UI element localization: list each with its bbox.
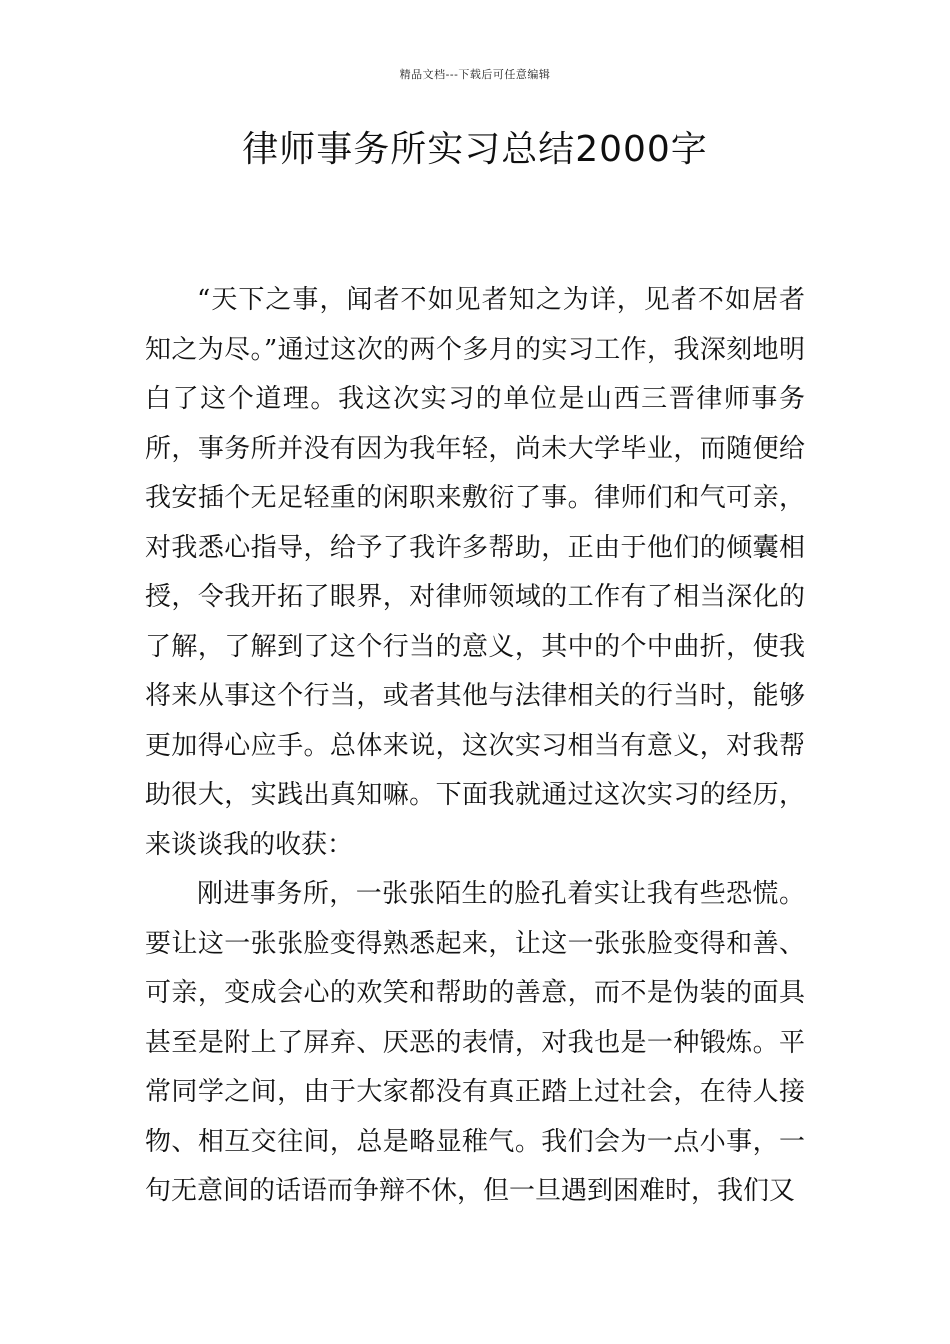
header-note: 精品文档---下载后可任意编辑: [399, 68, 551, 81]
paragraph: “天下之事，闻者不如见者知之为详，见者不如居者知之为尽。”通过这次的两个多月的实习工作，我深刻地明白了这个道理。我这次实习的单位是山西三晋律师事务所，事务所并没有因为我年轻，尚未大学毕业，而随便给我安插个无足轻重的闲职来敷衍了事。律师们和气可亲，对我悉心指导，给予了我许多帮助，正由于他们的倾囊相授，令我开拓了眼界，对律师领域的工作有了相当深化的了解，了解到了这个行当的意义，其中的个中曲折，使我将来从事这个行当，或者其他与法律相关的行当时，能够更加得心应手。总体来说，这次实习相当有意义，对我帮助很大，实践出真知嘛。下面我就通过这次实习的经历，来谈谈我的收获：: [145, 285, 805, 860]
document-body: [145, 276, 805, 1217]
document-title: 律师事务所实习总结2000字: [242, 129, 708, 170]
paragraph: 刚进事务所，一张张陌生的脸孔着实让我有些恐慌。要让这一张张脸变得熟悉起来，让这一张张脸变得和善、可亲，变成会心的欢笑和帮助的善意，而不是伪装的面具甚至是附上了屏弃、厌恶的表情，对我也是一种锻炼。平常同学之间，由于大家都没有真正踏上过社会，在待人接物、相互交往间，总是略显稚气。我们会为一点小事，一句无意间的话语而争辩不休，但一旦遇到困难时，我们又: [145, 879, 805, 1206]
